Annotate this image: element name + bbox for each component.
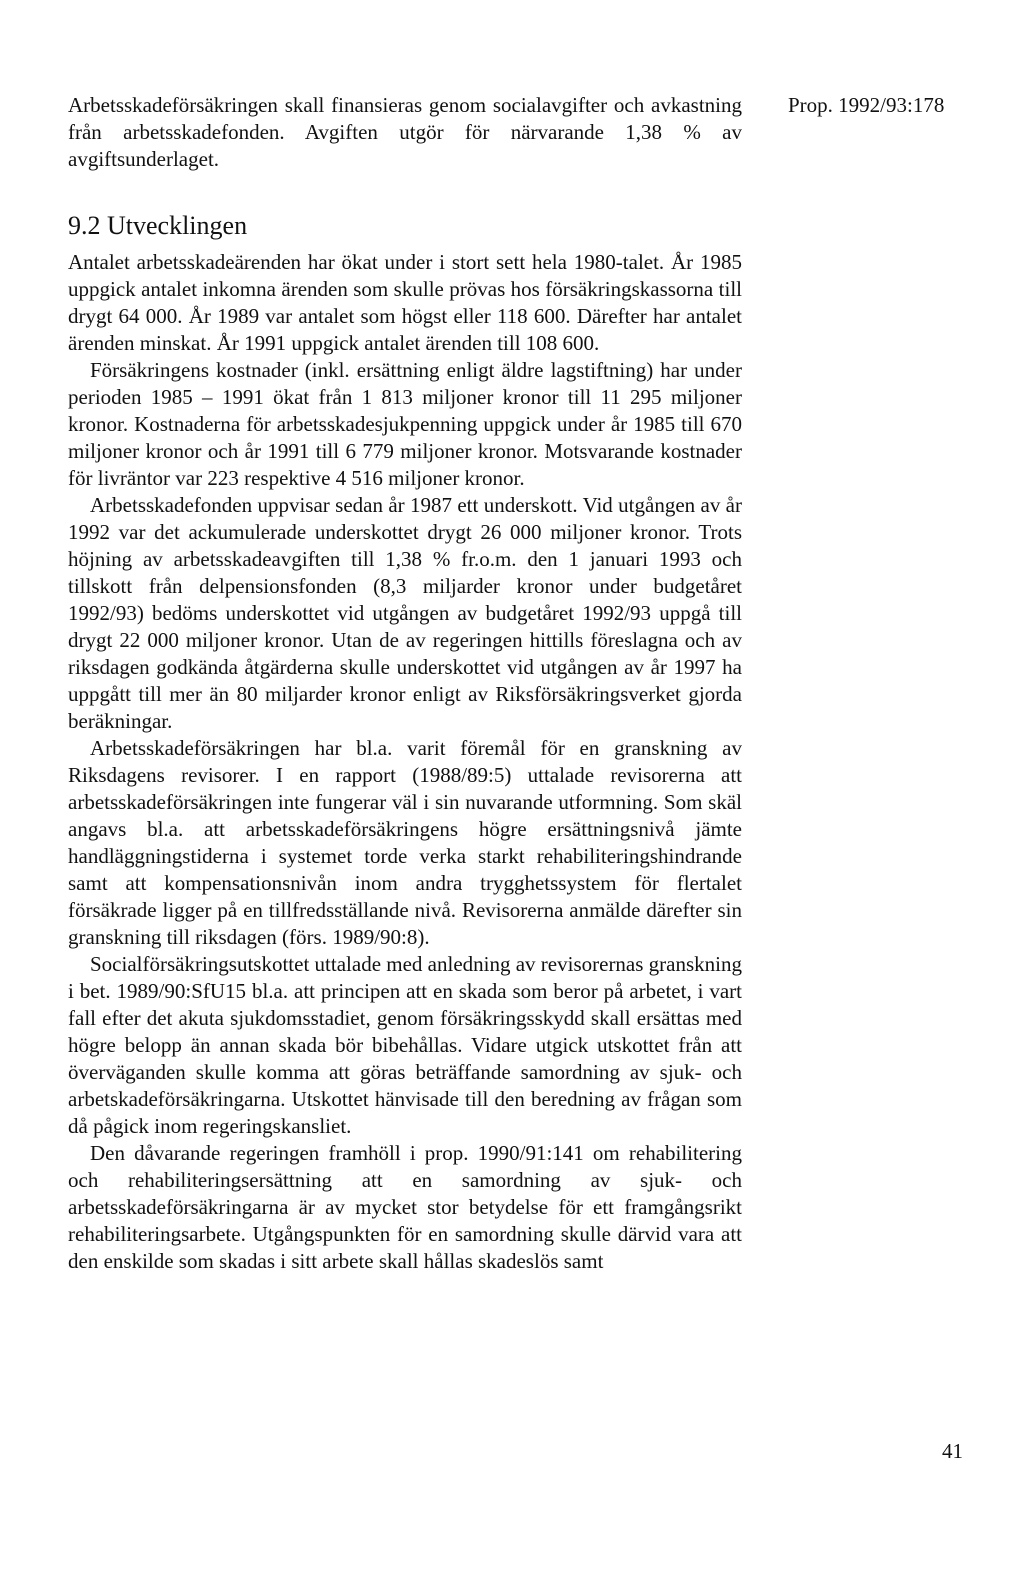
paragraph-3: Arbetsskadefonden uppvisar sedan år 1987 ett underskott. Vid utgången av år 1992 var det ackumulerade underskottet drygt 26 000 miljoner kronor. Trots höjning av arbetsskadeavgiften till 1,38 % fr.o.m. den 1 januari 1993 och tillskott från delpensionsfonden (8,3 miljarder kronor under budgetåret 1992/93) bedöms underskottet vid utgången av budgetåret 1992/93 uppgå till drygt 22 000 miljoner kronor. Utan de av regeringen hittills föreslagna och av riksdagen godkända åtgärderna skulle underskottet vid utgången av år 1997 ha uppgått till mer än 80 miljarder kronor enligt av Riksförsäkringsverket gjorda beräkningar. bbox=[68, 493, 742, 733]
page-number: 41 bbox=[942, 1439, 963, 1463]
paragraph-6: Den dåvarande regeringen framhöll i prop. 1990/91:141 om rehabilitering och rehabiliteringsersättning att en samordning av sjuk- och arbetsskadeförsäkringarna är av mycket stor betydelse för ett framgångsrikt rehabiliteringsarbete. Utgångspunkten för en samordning skulle därvid vara att den enskilde som skadas i sitt arbete skall hållas skadeslös samt bbox=[68, 1141, 742, 1273]
paragraph-1: Antalet arbetsskadeärenden har ökat under i stort sett hela 1980-talet. År 1985 uppgick antalet inkomna ärenden som skulle prövas hos försäkringskassorna till drygt 64 000. År 1989 var antalet som högst eller 118 600. Därefter har antalet ärenden minskat. År 1991 uppgick antalet ärenden till 108 600. bbox=[68, 250, 742, 355]
paragraph-5: Socialförsäkringsutskottet uttalade med anledning av revisorernas granskning i bet. 1989/90:SfU15 bl.a. att principen att en skada som beror på arbetet, i vart fall efter det akuta sjukdomsstadiet, genom försäkringsskydd skall ersättas med högre belopp än annan skada bör bibehållas. Vidare utgick utskottet från att överväganden skulle komma att göras beträffande samordning av sjuk- och arbetskadeförsäkringarna. Utskottet hänvisade till den beredning av frågan som då pågick inom regeringskansliet. bbox=[68, 952, 742, 1138]
intro-paragraph: Arbetsskadeförsäkringen skall finansieras genom socialavgifter och avkastning från arbetsskadefonden. Avgiften utgör för närvarande 1,38 % av avgiftsunderlaget. bbox=[68, 93, 742, 171]
running-head: Prop. 1992/93:178 bbox=[788, 93, 945, 117]
paragraph-2: Försäkringens kostnader (inkl. ersättning enligt äldre lagstiftning) har under perioden 1985 – 1991 ökat från 1 813 miljoner kronor till 11 295 miljoner kronor. Kostnaderna för arbetsskadesjukpenning uppgick under år 1985 till 670 miljoner kronor och år 1991 till 6 779 miljoner kronor. Motsvarande kostnader för livräntor var 223 respektive 4 516 miljoner kronor. bbox=[68, 358, 742, 490]
paragraph-4: Arbetsskadeförsäkringen har bl.a. varit föremål för en granskning av Riksdagens revisorer. I en rapport (1988/89:5) uttalade revisorerna att arbetsskadeförsäkringen inte fungerar väl i sin nuvarande utformning. Som skäl angavs bl.a. att arbetsskadeförsäkringens högre ersättningsnivå jämte handläggningstiderna i systemet torde verka starkt rehabiliteringshindrande samt att kompensationsnivån inom andra trygghetssystem för flertalet försäkrade ligger på en tillfredsställande nivå. Revisorerna anmälde därefter sin granskning till riksdagen (förs. 1989/90:8). bbox=[68, 736, 742, 949]
section-heading: 9.2 Utvecklingen bbox=[68, 211, 248, 240]
body-text bbox=[68, 92, 742, 1275]
